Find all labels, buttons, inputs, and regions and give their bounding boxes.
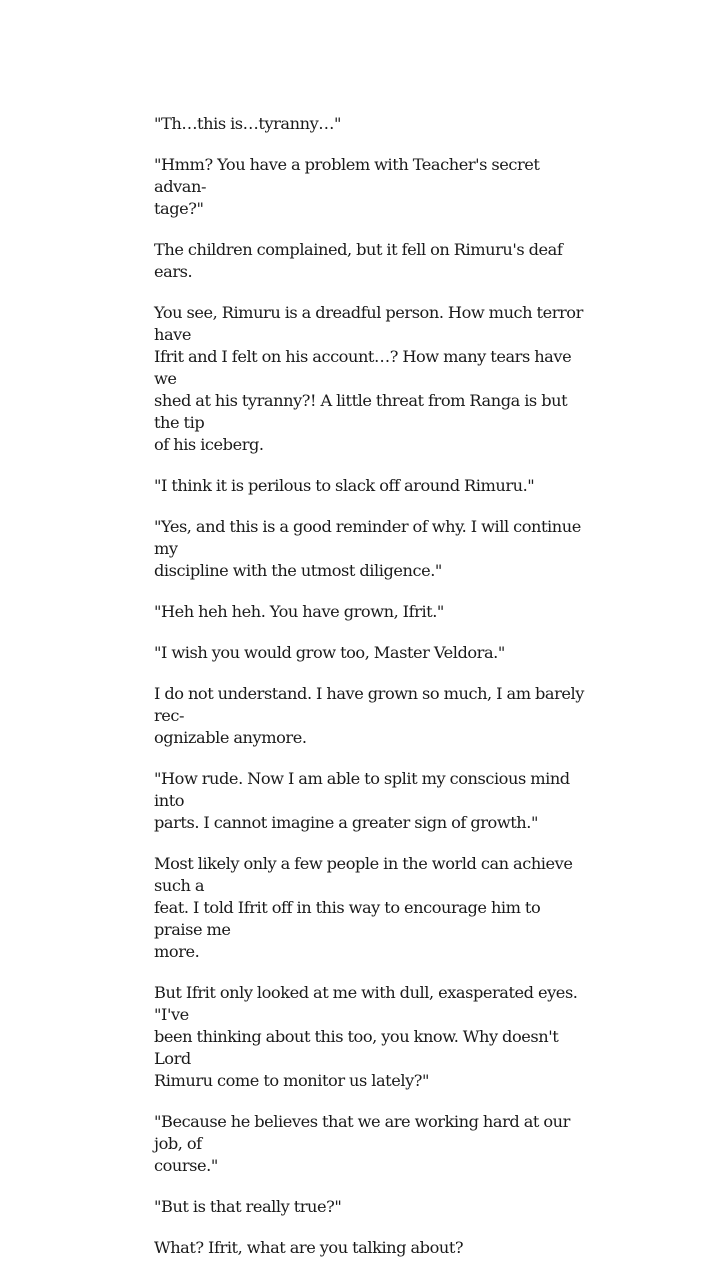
paragraph: What? Ifrit, what are you talking about? — [154, 1238, 464, 1257]
paragraph: "How rude. Now I am able to split my conscious mind into parts. I cannot imagine a greater sign of growth." — [154, 769, 570, 832]
paragraph: "But is that really true?" — [154, 1197, 342, 1216]
paragraph: "I think it is perilous to slack off around Rimuru." — [154, 476, 535, 495]
paragraph: The children complained, but it fell on Rimuru's deaf ears. — [154, 240, 563, 281]
paragraph: "Because he believes that we are working hard at our job, of course." — [154, 1112, 570, 1175]
paragraph: "Heh heh heh. You have grown, Ifrit." — [154, 602, 444, 621]
paragraph: "I wish you would grow too, Master Veldora." — [154, 643, 505, 662]
paragraph: But Ifrit only looked at me with dull, exasperated eyes. "I've been thinking about this too, you know. Why doesn't Lord Rimuru come to monitor us lately?" — [154, 983, 578, 1090]
paragraph: "Yes, and this is a good reminder of why. I will continue my discipline with the utmost diligence." — [154, 517, 581, 580]
body-text — [154, 113, 584, 1278]
paragraph: "Th…this is…tyranny…" — [154, 114, 342, 133]
paragraph: I do not understand. I have grown so much, I am barely rec- ognizable anymore. — [154, 684, 584, 747]
paragraph: Most likely only a few people in the world can achieve such a feat. I told Ifrit off in this way to encourage him to praise me more. — [154, 854, 573, 961]
paragraph: "Hmm? You have a problem with Teacher's secret advan- tage?" — [154, 155, 540, 218]
paragraph: You see, Rimuru is a dreadful person. How much terror have Ifrit and I felt on his account…? How many tears have we shed at his tyranny?! A little threat from Ranga is but the tip of his iceberg. — [154, 303, 583, 454]
